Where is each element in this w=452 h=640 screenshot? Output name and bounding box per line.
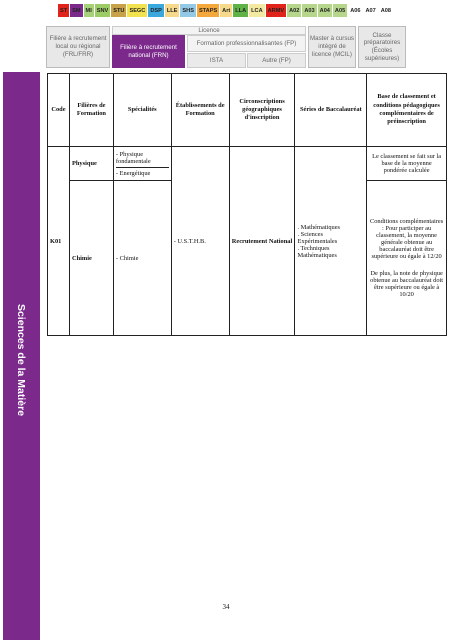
header-code: Code xyxy=(48,74,70,147)
circonscription-cell: Recrutement National xyxy=(229,147,295,336)
filiere-physique-cell: Physique xyxy=(69,147,113,181)
tab-a04[interactable]: A04 xyxy=(318,4,332,17)
tab-lla[interactable]: LLA xyxy=(233,4,248,17)
fp-label: Formation professionnalisantes (FP) xyxy=(196,39,297,47)
category-tab-strip xyxy=(58,4,393,17)
tab-sm[interactable]: SM xyxy=(70,4,82,17)
specialites-chimie-cell: - Chimie xyxy=(113,181,171,336)
spec-energetique: - Energétique xyxy=(115,169,151,177)
tab-a06[interactable]: A06 xyxy=(348,4,362,17)
tab-lca[interactable]: LCA xyxy=(249,4,265,17)
serie-sciences-experimentales: . Sciences Expérimentales xyxy=(297,230,338,245)
etablissement-cell: - U.S.T.H.B. xyxy=(171,147,229,336)
page-number: 34 xyxy=(222,603,230,611)
mcil-box xyxy=(308,26,356,68)
tab-mi[interactable]: MI xyxy=(84,4,94,17)
programs-table xyxy=(47,73,447,336)
header-specialites: Spécialités xyxy=(113,74,171,147)
base-classement-cell: Le classement se fait sur la base de la moyenne pondérée calculée xyxy=(367,147,447,181)
conditions-physique-text: De plus, la note de physique obtenue au baccalauréat doit être supérieure ou égale à 10/20 xyxy=(370,270,444,298)
tab-a07[interactable]: A07 xyxy=(363,4,377,17)
header-circonscriptions: Circonscriptions géographiques d'inscription xyxy=(229,74,295,147)
tab-a05[interactable]: A05 xyxy=(333,4,347,17)
table-row xyxy=(48,147,447,181)
tab-lle[interactable]: LLE xyxy=(165,4,180,17)
tab-dsp[interactable]: DSP xyxy=(148,4,164,17)
autre-fp-box xyxy=(247,53,306,68)
tab-shs[interactable]: SHS xyxy=(180,4,196,17)
frl-box xyxy=(46,26,110,68)
classes-prep-label: Classe préparatoires (Écoles supérieures) xyxy=(363,31,401,62)
classes-prep-box xyxy=(358,26,406,68)
ista-label: ISTA xyxy=(209,56,224,64)
ista-box xyxy=(187,53,246,68)
serie-techniques-mathematiques: . Techniques Mathématiques xyxy=(297,244,337,259)
frn-label: Filière à recrutement national (FRN) xyxy=(120,43,177,59)
header-series: Séries de Baccalauréat xyxy=(295,74,367,147)
licence-box xyxy=(112,26,306,35)
filiere-chimie-cell: Chimie xyxy=(69,181,113,336)
conditions-moyenne-text: Conditions complémentaires : Pour participer au classement, la moyenne générale obtenue au baccalauréat doit être supérieure ou égale à 12/20 xyxy=(369,218,444,260)
spec-physique-fondamentale: - Physique fondamentale xyxy=(116,149,169,168)
fp-box xyxy=(187,35,306,52)
tab-snv[interactable]: SNV xyxy=(95,4,111,17)
frl-label: Filière à recrutement local ou régional (FRL/FRR) xyxy=(49,35,107,58)
code-cell: K01 xyxy=(48,147,70,336)
header-filieres: Filières de Formation xyxy=(69,74,113,147)
tab-art[interactable]: Art xyxy=(220,4,232,17)
tab-stu[interactable]: STU xyxy=(111,4,126,17)
series-cell xyxy=(295,147,367,336)
tab-segc[interactable]: SEGC xyxy=(127,4,147,17)
tab-a08[interactable]: A08 xyxy=(379,4,393,17)
header-base: Base de classement et conditions pédagogiques complémentaires de préinscription xyxy=(367,74,447,147)
autre-fp-label: Autre (FP) xyxy=(262,56,291,64)
tab-staps[interactable]: STAPS xyxy=(197,4,219,17)
specialites-physique-cell xyxy=(113,147,171,181)
mcil-label: Master à cursus intégré de licence (MCIL) xyxy=(309,35,354,58)
tab-armv[interactable]: ARMV xyxy=(266,4,286,17)
table-header-row xyxy=(48,74,447,147)
tab-a02[interactable]: A02 xyxy=(287,4,301,17)
serie-mathematiques: . Mathématiques xyxy=(297,223,341,231)
licence-label: Licence xyxy=(198,26,220,34)
header-etablissements: Établissements de Formation xyxy=(171,74,229,147)
conditions-cell xyxy=(367,181,447,336)
tab-a03[interactable]: A03 xyxy=(302,4,316,17)
tab-st[interactable]: ST xyxy=(58,4,69,17)
frn-box xyxy=(112,35,185,68)
domain-side-label: Sciences de la Matière xyxy=(15,303,27,417)
